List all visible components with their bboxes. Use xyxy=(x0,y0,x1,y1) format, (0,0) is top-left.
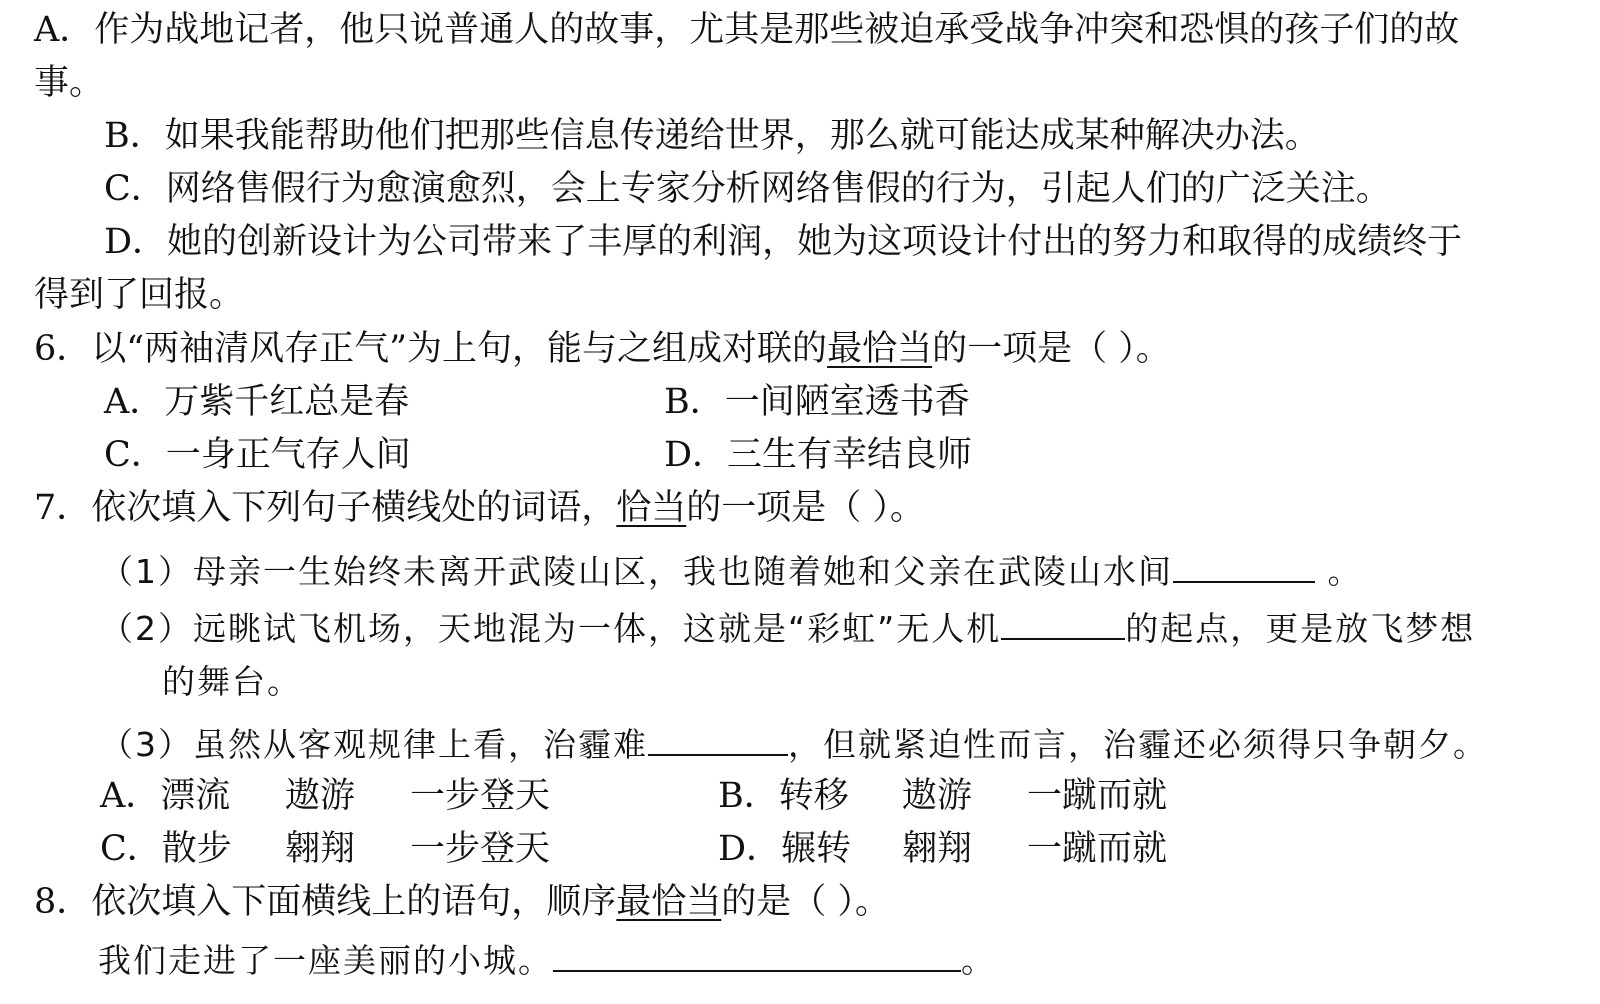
q5-option-c: C．网络售假行为愈演愈烈，会上专家分析网络售假的行为，引起人们的广泛关注。 xyxy=(104,169,1391,209)
q7-sentence-3 xyxy=(100,724,1488,764)
q7-option-c-label: C．散步 xyxy=(100,829,232,869)
q7-s1-end: 。 xyxy=(1315,552,1363,591)
q7-option-b-word2: 遨游 xyxy=(902,776,973,816)
q8-stem-pre: 8．依次填入下面横线上的语句，顺序 xyxy=(34,882,617,922)
q6-option-c: C．一身正气存人间 xyxy=(104,435,411,475)
q7-s2-end: 的起点，更是放飞梦想 xyxy=(1125,609,1476,648)
q5-option-a-line1: A．作为战地记者，他只说普通人的故事，尤其是那些被迫承受战争冲突和恐惧的孩子们的故 xyxy=(34,10,1460,50)
q7-sentence-1 xyxy=(100,551,1363,591)
q7-option-a-word2: 遨游 xyxy=(285,776,356,816)
q7-blank-3 xyxy=(648,724,788,756)
q7-sentence-2 xyxy=(100,608,1476,648)
q6-option-b: B．一间陋室透书香 xyxy=(664,382,970,422)
q7-blank-1 xyxy=(1173,551,1315,583)
q7-option-c-word3: 一步登天 xyxy=(410,829,551,869)
q6-stem-post: 的一项是（ ）。 xyxy=(932,329,1171,369)
q8-sentence-text: 我们走进了一座美丽的小城。 xyxy=(98,941,553,980)
q7-s3-text: （3）虽然从客观规律上看，治霾难 xyxy=(100,725,648,764)
q7-sentence-2-line2: 的舞台。 xyxy=(162,662,302,701)
q8-stem-post: 的是（ ）。 xyxy=(721,882,890,922)
q8-sentence-end: 。 xyxy=(961,941,996,980)
q7-s3-end: ，但就紧迫性而言，治霾还必须得只争朝夕。 xyxy=(788,725,1488,764)
q7-option-d-label: D．辗转 xyxy=(718,829,852,869)
q7-s2-text: （2）远眺试飞机场，天地混为一体，这就是“彩虹”无人机 xyxy=(100,609,1002,648)
q7-option-b-label: B．转移 xyxy=(718,776,849,816)
q5-option-d-line2: 得到了回报。 xyxy=(34,275,245,315)
q7-option-d-word3: 一蹴而就 xyxy=(1027,829,1168,869)
q7-stem xyxy=(34,488,925,528)
q7-option-b-word3: 一蹴而就 xyxy=(1027,776,1168,816)
q6-option-d: D．三生有幸结良师 xyxy=(664,435,973,475)
q6-stem-pre: 6．以“两袖清风存正气”为上句，能与之组成对联的 xyxy=(34,329,828,369)
q7-stem-emphasis: 恰当 xyxy=(616,488,687,528)
q8-stem-emphasis: 最恰当 xyxy=(616,882,722,922)
q6-stem xyxy=(34,329,1171,369)
q6-stem-emphasis: 最恰当 xyxy=(827,329,933,369)
q7-option-c-word2: 翱翔 xyxy=(285,829,356,869)
q5-option-a-line2: 事。 xyxy=(34,63,105,103)
q8-blank xyxy=(553,940,961,972)
q7-option-d-word2: 翱翔 xyxy=(902,829,973,869)
q8-stem xyxy=(34,882,890,922)
q5-option-b: B．如果我能帮助他们把那些信息传递给世界，那么就可能达成某种解决办法。 xyxy=(104,116,1320,156)
q7-option-a-label: A．漂流 xyxy=(100,776,231,816)
q5-option-d-line1: D．她的创新设计为公司带来了丰厚的利润，她为这项设计付出的努力和取得的成绩终于 xyxy=(104,222,1463,262)
q6-option-a: A．万紫千红总是春 xyxy=(104,382,410,422)
q7-s1-text: （1）母亲一生始终未离开武陵山区，我也随着她和父亲在武陵山水间 xyxy=(100,552,1173,591)
q7-option-a-word3: 一步登天 xyxy=(410,776,551,816)
q7-stem-post: 的一项是（ ）。 xyxy=(686,488,925,528)
q7-stem-pre: 7．依次填入下列句子横线处的词语， xyxy=(34,488,617,528)
q7-blank-2 xyxy=(1001,608,1125,640)
q8-sentence xyxy=(98,940,996,980)
